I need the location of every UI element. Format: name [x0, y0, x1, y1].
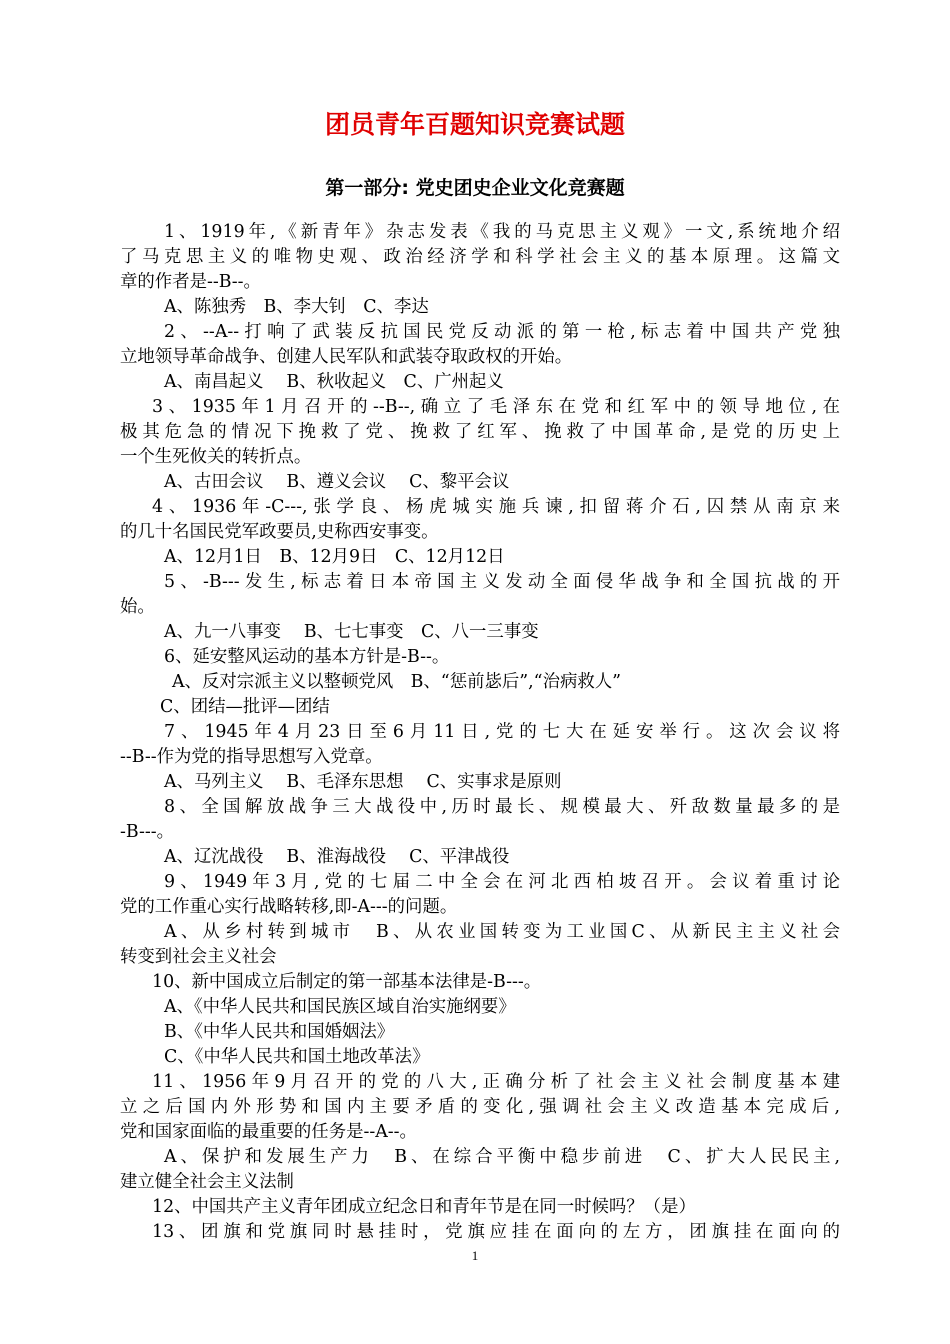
- text-line: A、古田会议 B、遵义会议 C、黎平会议: [164, 472, 510, 492]
- text-line: A、辽沈战役 B、淮海战役 C、平津战役: [164, 847, 510, 867]
- text-line: 转变到社会主义社会: [120, 947, 277, 967]
- text-line: 极其危急的情况下挽救了党、挽救了红军、挽救了中国革命,是党的历史上: [120, 422, 840, 442]
- text-line: A、陈独秀 B、李大钊 C、李达: [164, 297, 429, 317]
- text-line: 党和国家面临的最重要的任务是--A--。: [120, 1122, 417, 1142]
- text-line: 13、团旗和党旗同时悬挂时，党旗应挂在面向的左方，团旗挂在面向的: [152, 1222, 840, 1242]
- text-line: 6、延安整风运动的基本方针是-B--。: [164, 647, 450, 667]
- text-line: A、12月1日 B、12月9日 C、12月12日: [164, 547, 505, 567]
- text-line: C、团结—批评—团结: [160, 697, 330, 717]
- text-line: 建立健全社会主义法制: [120, 1172, 294, 1192]
- text-line: 始。: [120, 597, 155, 617]
- page-number: 1: [471, 1248, 479, 1263]
- text-line: 章的作者是--B--。: [120, 272, 261, 292]
- text-line: 党的工作重心实行战略转移,即-A---的问题。: [120, 897, 458, 917]
- section-heading: 第一部分: 党史团史企业文化竞赛题: [325, 177, 625, 199]
- text-line: 2、--A--打响了武装反抗国民党反动派的第一枪,标志着中国共产党独: [164, 322, 840, 342]
- text-line: 4、1936年-C---,张学良、杨虎城实施兵谏,扣留蒋介石,囚禁从南京来: [152, 497, 840, 517]
- text-line: 了马克思主义的唯物史观、政治经济学和科学社会主义的基本原理。这篇文: [120, 247, 840, 267]
- document-title: 团员青年百题知识竞赛试题: [324, 110, 625, 139]
- text-line: 12、中国共产主义青年团成立纪念日和青年节是在同一时候吗？（是）: [152, 1197, 696, 1217]
- text-line: A、九一八事变 B、七七事变 C、八一三事变: [164, 622, 539, 642]
- text-line: B、《中华人民共和国婚姻法》: [164, 1022, 395, 1042]
- text-line: 立地领导革命战争、创建人民军队和武装夺取政权的开始。: [120, 347, 573, 367]
- text-line: A、反对宗派主义以整顿党风 B、“惩前毖后”,“治病救人”: [172, 672, 622, 692]
- text-line: A、保护和发展生产力 B、在综合平衡中稳步前进 C、扩大人民民主,: [164, 1147, 840, 1167]
- text-line: A、南昌起义 B、秋收起义 C、广州起义: [164, 372, 504, 392]
- text-line: C、《中华人民共和国土地改革法》: [164, 1047, 430, 1067]
- text-line: A、《中华人民共和国民族区域自治实施纲要》: [164, 997, 516, 1017]
- text-line: 9、1949年3月,党的七届二中全会在河北西柏坡召开。会议着重讨论: [164, 872, 840, 892]
- document-body: [120, 220, 840, 1245]
- text-line: 3、1935年1月召开的--B--,确立了毛泽东在党和红军中的领导地位,在: [152, 397, 840, 417]
- text-line: A、马列主义 B、毛泽东思想 C、实事求是原则: [164, 772, 562, 792]
- text-line: 一个生死攸关的转折点。: [120, 447, 312, 467]
- text-line: -B---。: [120, 822, 174, 842]
- text-line: 11、1956年9月召开的党的八大,正确分析了社会主义社会制度基本建: [152, 1072, 840, 1092]
- text-line: 8、全国解放战争三大战役中,历时最长、规模最大、歼敌数量最多的是: [164, 797, 840, 817]
- text-line: 5、-B---发生,标志着日本帝国主义发动全面侵华战争和全国抗战的开: [164, 572, 840, 592]
- text-line: 10、新中国成立后制定的第一部基本法律是-B---。: [152, 972, 542, 992]
- text-line: 立之后国内外形势和国内主要矛盾的变化,强调社会主义改造基本完成后,: [120, 1097, 840, 1117]
- text-line: 7、1945年4月23日至6月11日,党的七大在延安举行。这次会议将: [164, 722, 840, 742]
- text-line: 的几十名国民党军政要员,史称西安事变。: [120, 522, 439, 542]
- text-line: A、从乡村转到城市 B、从农业国转变为工业国C、从新民主主义社会: [164, 922, 840, 942]
- text-line: --B--作为党的指导思想写入党章。: [120, 747, 383, 767]
- text-line: 1、1919年,《新青年》杂志发表《我的马克思主义观》一文,系统地介绍: [164, 222, 840, 242]
